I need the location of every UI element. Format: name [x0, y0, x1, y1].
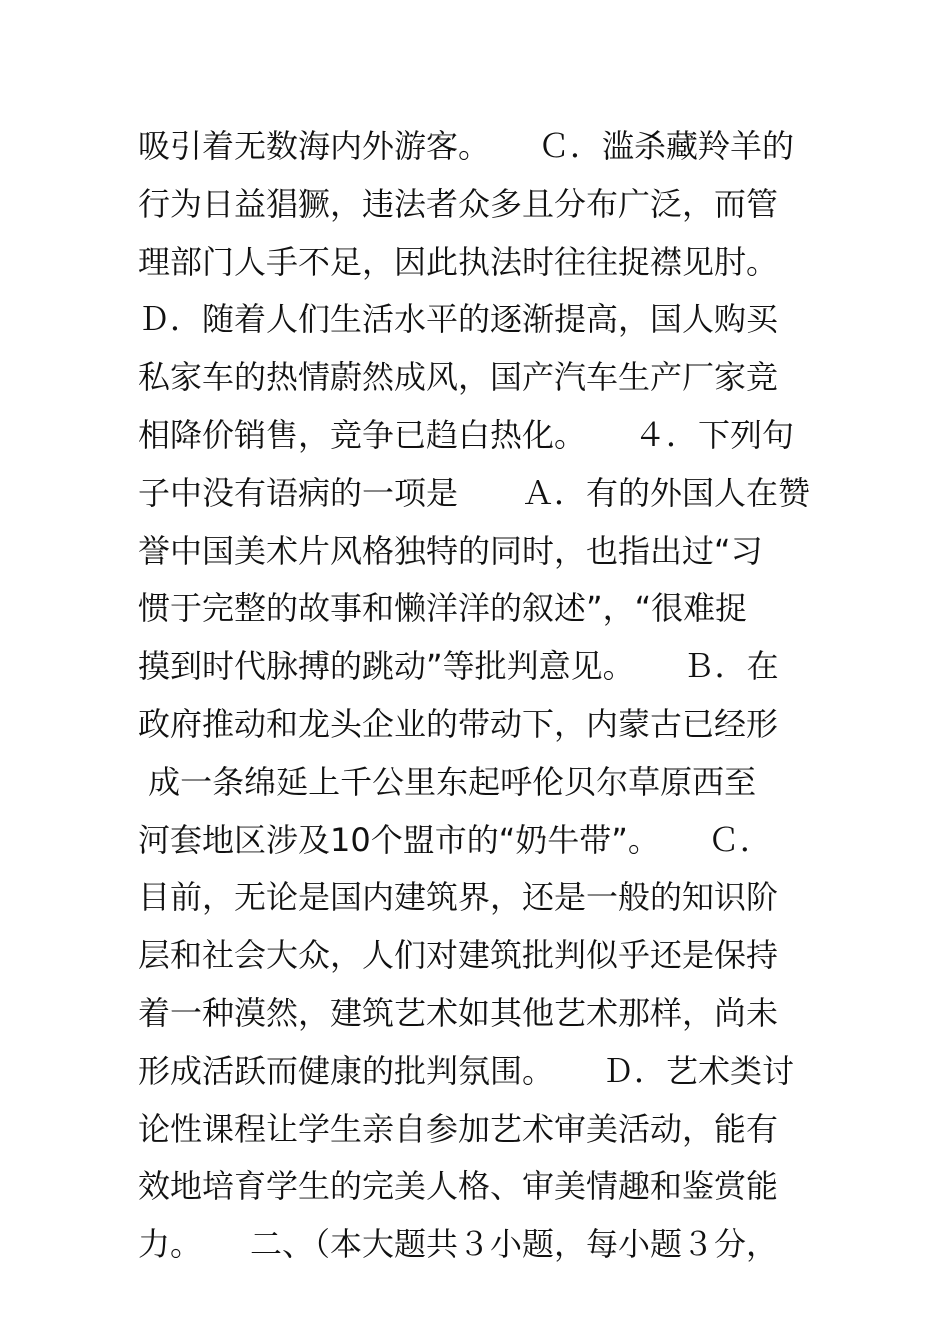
text-line: 成一条绵延上千公里东起呼伦贝尔草原西至: [138, 762, 757, 801]
text-line: 力。 二、（本大题共３小题，每小题３分，: [138, 1225, 779, 1264]
text-line: 惯于完整的故事和懒洋洋的叙述”，“很难捉: [138, 589, 748, 628]
text-line: 私家车的热情蔚然成风，国产汽车生产厂家竞: [138, 358, 779, 397]
text-line: 相降价销售，竞争已趋白热化。 ４．下列句: [138, 415, 795, 454]
text-line: 层和社会大众，人们对建筑批判似乎还是保持: [138, 936, 779, 975]
text-line: 理部门人手不足，因此执法时往往捉襟见肘。: [138, 242, 779, 281]
text-line: 效地培育学生的完美人格、审美情趣和鉴赏能: [138, 1167, 779, 1206]
text-line: 河套地区涉及10个盟市的“奶牛带”。 Ｃ．: [138, 820, 772, 859]
text-line: Ｄ．随着人们生活水平的逐渐提高，国人购买: [138, 300, 779, 339]
text-line: 论性课程让学生亲自参加艺术审美活动，能有: [138, 1109, 779, 1148]
text-line: 目前，无论是国内建筑界，还是一般的知识阶: [138, 878, 779, 917]
text-line: 着一种漠然，建筑艺术如其他艺术那样，尚未: [138, 993, 779, 1032]
text-line: 形成活跃而健康的批判氛围。 Ｄ．艺术类讨: [138, 1051, 795, 1090]
text-line: 政府推动和龙头企业的带动下，内蒙古已经形: [138, 704, 779, 743]
body-text: [138, 118, 818, 1274]
text-line: 誉中国美术片风格独特的同时，也指出过“习: [138, 531, 763, 570]
text-line: 摸到时代脉搏的跳动”等批判意见。 Ｂ．在: [138, 647, 779, 686]
text-line: 子中没有语病的一项是 Ａ．有的外国人在赞: [138, 473, 811, 512]
text-line: 吸引着无数海内外游客。 Ｃ．滥杀藏羚羊的: [138, 127, 795, 165]
text-line: 行为日益猖獗，违法者众多且分布广泛，而管: [138, 184, 779, 223]
